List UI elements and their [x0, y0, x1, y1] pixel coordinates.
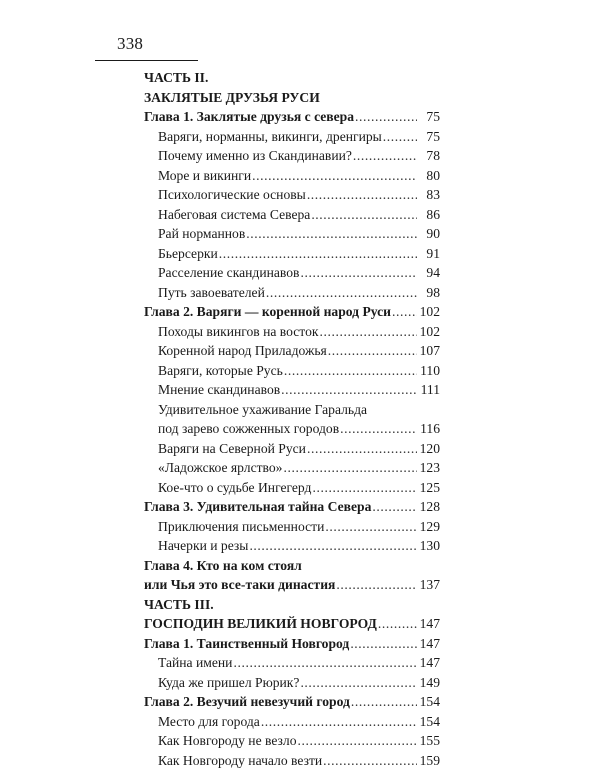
toc-entry-label: Глава 2. Варяги — коренной народ Руси	[144, 302, 391, 322]
dot-leader	[336, 575, 417, 595]
toc-chapter-entry	[144, 107, 440, 127]
toc-entry-page: 98	[418, 283, 440, 303]
dot-leader	[311, 205, 417, 225]
dot-leader	[383, 127, 417, 147]
dot-leader	[283, 458, 417, 478]
dot-leader	[219, 244, 417, 264]
toc-section-entry	[144, 536, 440, 556]
toc-section-entry	[144, 517, 440, 537]
toc-part-entry	[144, 614, 440, 634]
toc-entry-page: 110	[418, 361, 440, 381]
page-number: 338	[117, 34, 143, 54]
toc-section-entry	[144, 244, 440, 264]
toc-section-entry	[144, 146, 440, 166]
dot-leader	[246, 224, 417, 244]
toc-part-heading	[144, 68, 440, 88]
toc-entry-label: Море и викинги	[158, 166, 251, 186]
toc-entry-label: Бьерсерки	[158, 244, 218, 264]
toc-chapter-entry	[144, 556, 440, 576]
header-rule	[95, 60, 198, 61]
toc-part-heading	[144, 595, 440, 615]
toc-entry-page: 102	[418, 322, 440, 342]
toc-entry-label: Тайна имени	[158, 653, 232, 673]
toc-entry-page: 111	[418, 380, 440, 400]
toc-entry-label: Как Новгороду не везло	[158, 731, 297, 751]
toc-entry-page: 75	[418, 107, 440, 127]
toc-entry-label: Глава 1. Заклятые друзья с севера	[144, 107, 354, 127]
toc-entry-label: Набеговая система Севера	[158, 205, 310, 225]
toc-entry-page: 155	[418, 731, 440, 751]
toc-entry-page: 116	[418, 419, 440, 439]
toc-section-entry	[144, 380, 440, 400]
toc-section-entry	[144, 224, 440, 244]
toc-section-entry	[144, 127, 440, 147]
toc-entry-label: Место для города	[158, 712, 260, 732]
toc-section-entry	[144, 731, 440, 751]
toc-entry-label: Психологические основы	[158, 185, 306, 205]
toc-entry-label: под зарево сожженных городов	[158, 419, 339, 439]
dot-leader	[307, 439, 417, 459]
toc-entry-page: 120	[418, 439, 440, 459]
toc-chapter-entry	[144, 497, 440, 517]
table-of-contents	[144, 68, 440, 770]
toc-entry-label: Удивительное ухаживание Гаральда	[158, 402, 367, 417]
toc-entry-label: Как Новгороду начало везти	[158, 751, 322, 770]
toc-entry-page: 129	[418, 517, 440, 537]
toc-entry-page: 102	[418, 302, 440, 322]
dot-leader	[300, 263, 417, 283]
toc-chapter-entry	[144, 302, 440, 322]
dot-leader	[355, 107, 417, 127]
toc-entry-page: 107	[418, 341, 440, 361]
toc-section-entry	[144, 361, 440, 381]
toc-entry-label: Кое-что о судьбе Ингегерд	[158, 478, 311, 498]
toc-entry-page: 80	[418, 166, 440, 186]
dot-leader	[353, 146, 417, 166]
toc-entry-label: Мнение скандинавов	[158, 380, 280, 400]
dot-leader	[249, 536, 417, 556]
toc-section-entry	[144, 205, 440, 225]
toc-part-heading	[144, 88, 440, 108]
dot-leader	[340, 419, 417, 439]
toc-entry-page: 125	[418, 478, 440, 498]
toc-entry-label: Глава 1. Таинственный Новгород	[144, 634, 349, 654]
toc-section-entry	[144, 263, 440, 283]
toc-entry-page: 137	[418, 575, 440, 595]
toc-entry-page: 154	[418, 712, 440, 732]
toc-entry-label: ЧАСТЬ III.	[144, 597, 214, 612]
toc-entry-label: Глава 3. Удивительная тайна Севера	[144, 497, 371, 517]
dot-leader	[300, 673, 417, 693]
dot-leader	[307, 185, 417, 205]
toc-chapter-entry	[144, 634, 440, 654]
toc-entry-page: 147	[418, 634, 440, 654]
toc-entry-label: или Чья это все-таки династия	[144, 575, 335, 595]
dot-leader	[252, 166, 417, 186]
toc-entry-page: 78	[418, 146, 440, 166]
toc-entry-page: 154	[418, 692, 440, 712]
toc-section-entry	[144, 712, 440, 732]
dot-leader	[325, 517, 417, 537]
toc-section-entry	[144, 166, 440, 186]
toc-chapter-entry	[144, 575, 440, 595]
toc-section-entry	[144, 458, 440, 478]
toc-section-entry	[144, 322, 440, 342]
toc-entry-page: 130	[418, 536, 440, 556]
toc-entry-label: ЧАСТЬ II.	[144, 70, 208, 85]
toc-entry-page: 75	[418, 127, 440, 147]
dot-leader	[233, 653, 417, 673]
dot-leader	[323, 751, 417, 770]
toc-entry-page: 91	[418, 244, 440, 264]
toc-entry-label: ГОСПОДИН ВЕЛИКИЙ НОВГОРОД	[144, 614, 377, 634]
toc-entry-page: 128	[418, 497, 440, 517]
dot-leader	[319, 322, 417, 342]
toc-entry-label: Варяги, норманны, викинги, дренгиры	[158, 127, 382, 147]
toc-entry-page: 86	[418, 205, 440, 225]
toc-entry-page: 90	[418, 224, 440, 244]
toc-entry-label: Коренной народ Приладожья	[158, 341, 327, 361]
toc-entry-label: Начерки и резы	[158, 536, 248, 556]
toc-entry-label: Походы викингов на восток	[158, 322, 318, 342]
toc-entry-label: Приключения письменности	[158, 517, 324, 537]
toc-entry-label: Варяги, которые Русь	[158, 361, 283, 381]
toc-section-entry	[144, 653, 440, 673]
dot-leader	[392, 302, 417, 322]
toc-section-entry	[144, 439, 440, 459]
dot-leader	[298, 731, 418, 751]
toc-entry-label: Расселение скандинавов	[158, 263, 299, 283]
toc-entry-label: «Ладожское ярлство»	[158, 458, 282, 478]
dot-leader	[281, 380, 417, 400]
dot-leader	[350, 634, 417, 654]
toc-section-entry	[144, 751, 440, 770]
dot-leader	[378, 614, 417, 634]
dot-leader	[351, 692, 417, 712]
toc-entry-page: 83	[418, 185, 440, 205]
toc-section-entry	[144, 283, 440, 303]
dot-leader	[284, 361, 417, 381]
dot-leader	[312, 478, 417, 498]
toc-section-entry	[144, 400, 440, 420]
toc-entry-page: 123	[418, 458, 440, 478]
dot-leader	[261, 712, 417, 732]
toc-entry-label: Варяги на Северной Руси	[158, 439, 306, 459]
toc-entry-page: 147	[418, 653, 440, 673]
toc-section-entry	[144, 341, 440, 361]
toc-entry-label: Куда же пришел Рюрик?	[158, 673, 299, 693]
toc-entry-page: 94	[418, 263, 440, 283]
toc-entry-label: Глава 4. Кто на ком стоял	[144, 558, 302, 573]
dot-leader	[372, 497, 417, 517]
toc-entry-label: Почему именно из Скандинавии?	[158, 146, 352, 166]
toc-section-entry	[144, 673, 440, 693]
toc-entry-label: Рай норманнов	[158, 224, 245, 244]
toc-section-entry	[144, 185, 440, 205]
toc-entry-page: 147	[418, 614, 440, 634]
toc-entry-label: Глава 2. Везучий невезучий город	[144, 692, 350, 712]
toc-entry-label: Путь завоевателей	[158, 283, 265, 303]
toc-entry-page: 149	[418, 673, 440, 693]
toc-section-entry	[144, 419, 440, 439]
dot-leader	[266, 283, 417, 303]
dot-leader	[328, 341, 417, 361]
toc-entry-page: 159	[418, 751, 440, 770]
toc-chapter-entry	[144, 692, 440, 712]
toc-entry-label: ЗАКЛЯТЫЕ ДРУЗЬЯ РУСИ	[144, 90, 320, 105]
toc-section-entry	[144, 478, 440, 498]
